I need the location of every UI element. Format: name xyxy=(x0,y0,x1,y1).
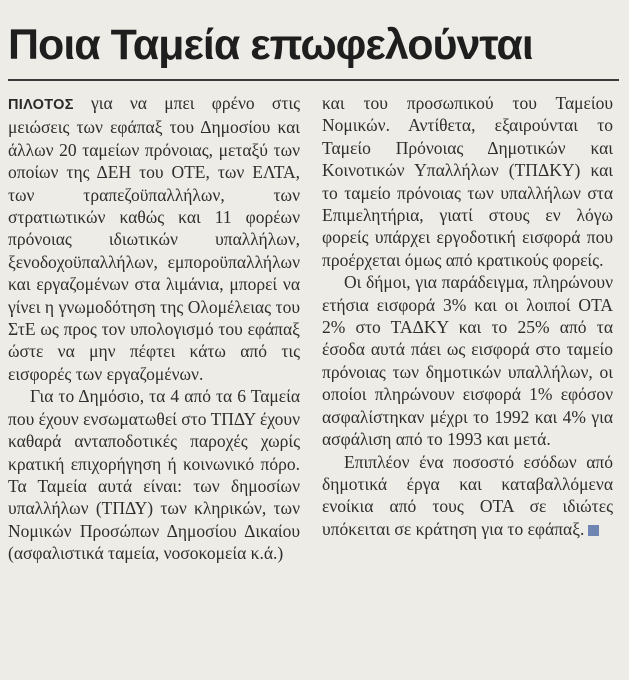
headline: Ποια Ταμεία επωφελούνται xyxy=(8,21,533,69)
paragraph-3: και του προσωπικού του Ταμείου Νομικών. Αντίθετα, εξαιρούνται το Ταμείο Πρόνοιας Δημοτικών και Κοινοτικών Υπαλλήλων (ΤΠΔΚΥ) και το ταμείο πρόνοιας των υπαλλήλων στα Επιμελητήρια, γιατί στους εν λόγω φορείς υπάρχει εργοδοτική εισφορά που προέρχεται όμως από κρατικούς φορείς. xyxy=(322,93,613,270)
end-mark-icon xyxy=(588,525,599,536)
article-column-right xyxy=(322,92,613,540)
paragraph-5 xyxy=(322,451,613,541)
byline: ΠΙΛΟΤΟΣ xyxy=(8,97,74,113)
article-column-left xyxy=(8,92,300,565)
paragraph-2: Για το Δημόσιο, τα 4 από τα 6 Ταμεία που έχουν ενσωματωθεί στο ΤΠΔΥ έχουν καθαρά ανταποδοτικές παροχές χωρίς κρατική επιχορήγηση ή κοινωνικό πόρο. Τα Ταμεία αυτά είναι: των δημοσίων υπαλλήλων (ΤΠΔΥ) των κληρικών, των Νομικών Προσώπων Δημοσίου Δικαίου (ασφαλιστικά ταμεία, νοσοκομεία κ.ά.) xyxy=(8,386,300,564)
paragraph-1-text: για να μπει φρένο στις μειώσεις των εφάπαξ του Δημοσίου και άλλων 20 ταμείων πρόνοιας, μεταξύ των οποίων της ΔΕΗ του ΟΤΕ, των ΕΛΤΑ, των τραπεζοϋπαλλήλων, των στρατιωτικών καθώς και 11 φορέων πρόνοιας ιδιωτικών υπαλλήλων, ξενοδοχοϋπαλλήλων, εμποροϋπαλλήλων και εργαζομένων στα λιμάνια, μπορεί να γίνει η γνωμοδότηση της Ολομέλειας του ΣτΕ ως προς τον υπολογισμό του εφάπαξ ώστε να μην πέφτει κάτω από τις εισφορές των εργαζομένων. xyxy=(8,93,300,384)
paragraph-4: Οι δήμοι, για παράδειγμα, πληρώνουν ετήσια εισφορά 3% και οι λοιποί ΟΤΑ 2% στο ΤΑΔΚΥ και το 25% από τα έσοδα αυτά πάει ως εισφορά στο ταμείο πρόνοιας των δημοτικών υπαλλήλων, οι οποίοι πληρώνουν εισφορά 1% εφόσον ασφαλίστηκαν μέχρι το 1992 και 4% για ασφάλιση από το 1993 και μετά. xyxy=(322,272,613,450)
paragraph-5-text: Επιπλέον ένα ποσοστό εσόδων από δημοτικά έργα και καταβαλλόμενα ενοίκια από τους ΟΤΑ σε ιδιώτες υπόκειται σε κράτηση για το εφάπαξ. xyxy=(322,451,613,539)
paragraph-1 xyxy=(8,92,300,385)
headline-divider xyxy=(8,79,619,81)
